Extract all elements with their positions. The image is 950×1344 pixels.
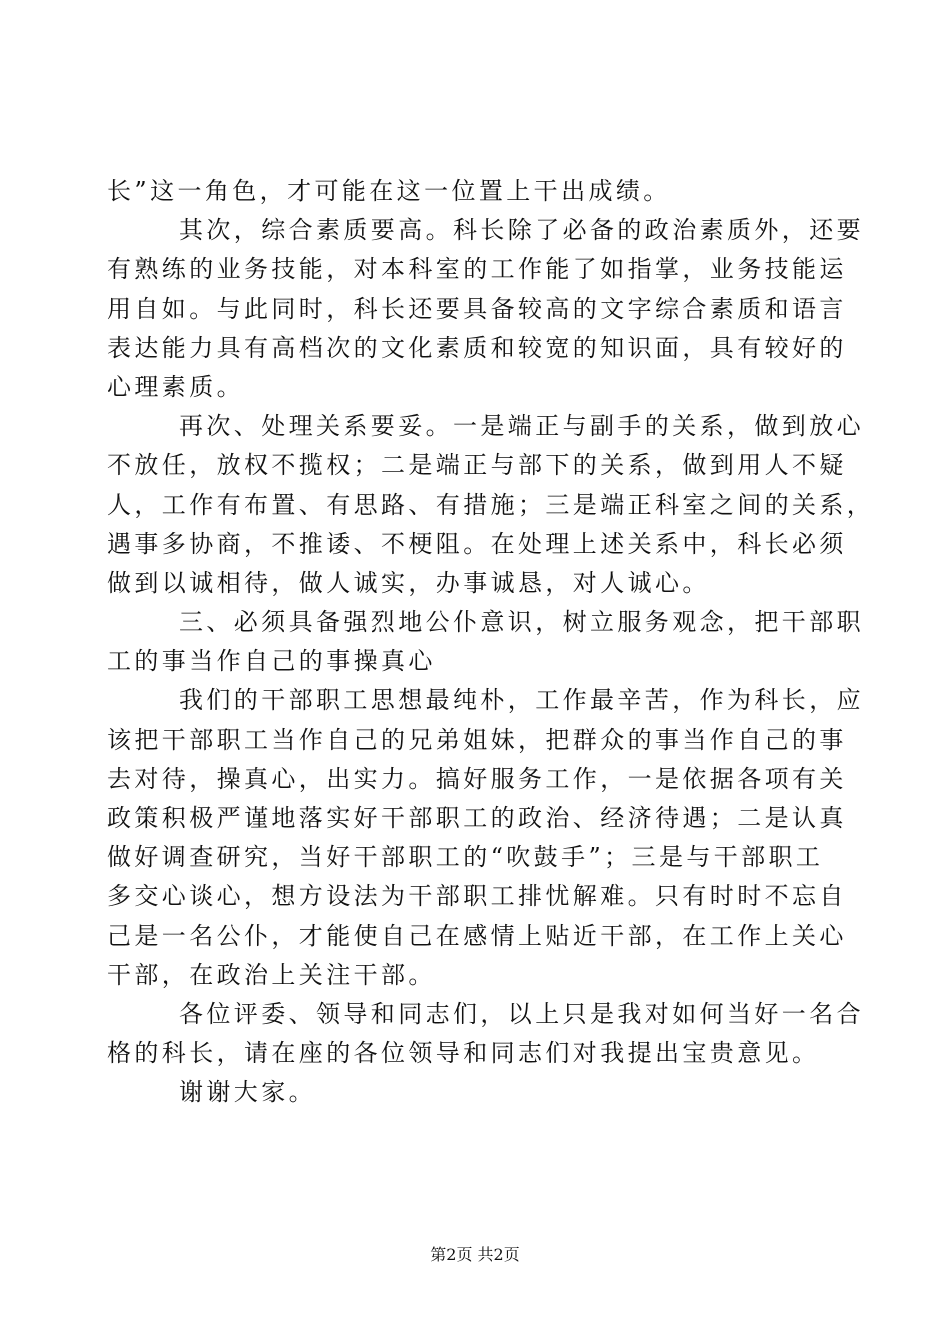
text-line: 遇事多协商，不推诿、不梗阻。在处理上述关系中，科长必须 — [107, 529, 847, 558]
paragraph-start-line: 再次、处理关系要妥。一是端正与副手的关系，做到放心 — [179, 412, 864, 441]
page-number-footer: 第2页 共2页 — [430, 1245, 520, 1264]
text-line: 做好调查研究，当好干部职工的“吹鼓手”；三是与干部职工 — [107, 843, 824, 872]
document-body — [107, 172, 875, 1113]
section-heading-line: 三、必须具备强烈地公仆意识，树立服务观念，把干部职 — [179, 608, 864, 637]
text-line: 长”这一角色，才可能在这一位置上干出成绩。 — [107, 177, 671, 205]
text-line: 己是一名公仆，才能使自己在感情上贴近干部，在工作上关心 — [107, 921, 847, 950]
closing-line: 谢谢大家。 — [179, 1078, 316, 1107]
text-line: 人，工作有布置、有思路、有措施；三是端正科室之间的关系， — [107, 490, 875, 519]
text-line: 做到以诚相待，做人诚实，办事诚恳，对人诚心。 — [107, 568, 710, 597]
paragraph-start-line: 各位评委、领导和同志们，以上只是我对如何当好一名合 — [179, 999, 864, 1028]
text-line: 干部，在政治上关注干部。 — [107, 960, 436, 989]
text-line: 多交心谈心，想方设法为干部职工排忧解难。只有时时不忘自 — [107, 882, 847, 911]
text-line: 表达能力具有高档次的文化素质和较宽的知识面，具有较好的 — [107, 333, 847, 362]
text-line: 心理素质。 — [107, 372, 244, 401]
text-line: 不放任，放权不揽权；二是端正与部下的关系，做到用人不疑 — [107, 451, 847, 480]
text-line: 政策积极严谨地落实好干部职工的政治、经济待遇；二是认真 — [107, 804, 847, 832]
section-heading-line: 工的事当作自己的事操真心 — [107, 647, 436, 676]
paragraph-start-line: 我们的干部职工思想最纯朴，工作最辛苦，作为科长，应 — [179, 686, 864, 715]
paragraph-start-line: 其次，综合素质要高。科长除了必备的政治素质外，还要 — [179, 216, 864, 245]
text-line: 用自如。与此同时，科长还要具备较高的文字综合素质和语言 — [107, 294, 847, 323]
text-line: 格的科长，请在座的各位领导和同志们对我提出宝贵意见。 — [107, 1039, 820, 1068]
text-line: 该把干部职工当作自己的兄弟姐妹，把群众的事当作自己的事 — [107, 725, 847, 754]
text-line: 去对待，操真心，出实力。搞好服务工作，一是依据各项有关 — [107, 764, 847, 793]
text-line: 有熟练的业务技能，对本科室的工作能了如指掌，业务技能运 — [107, 255, 847, 284]
